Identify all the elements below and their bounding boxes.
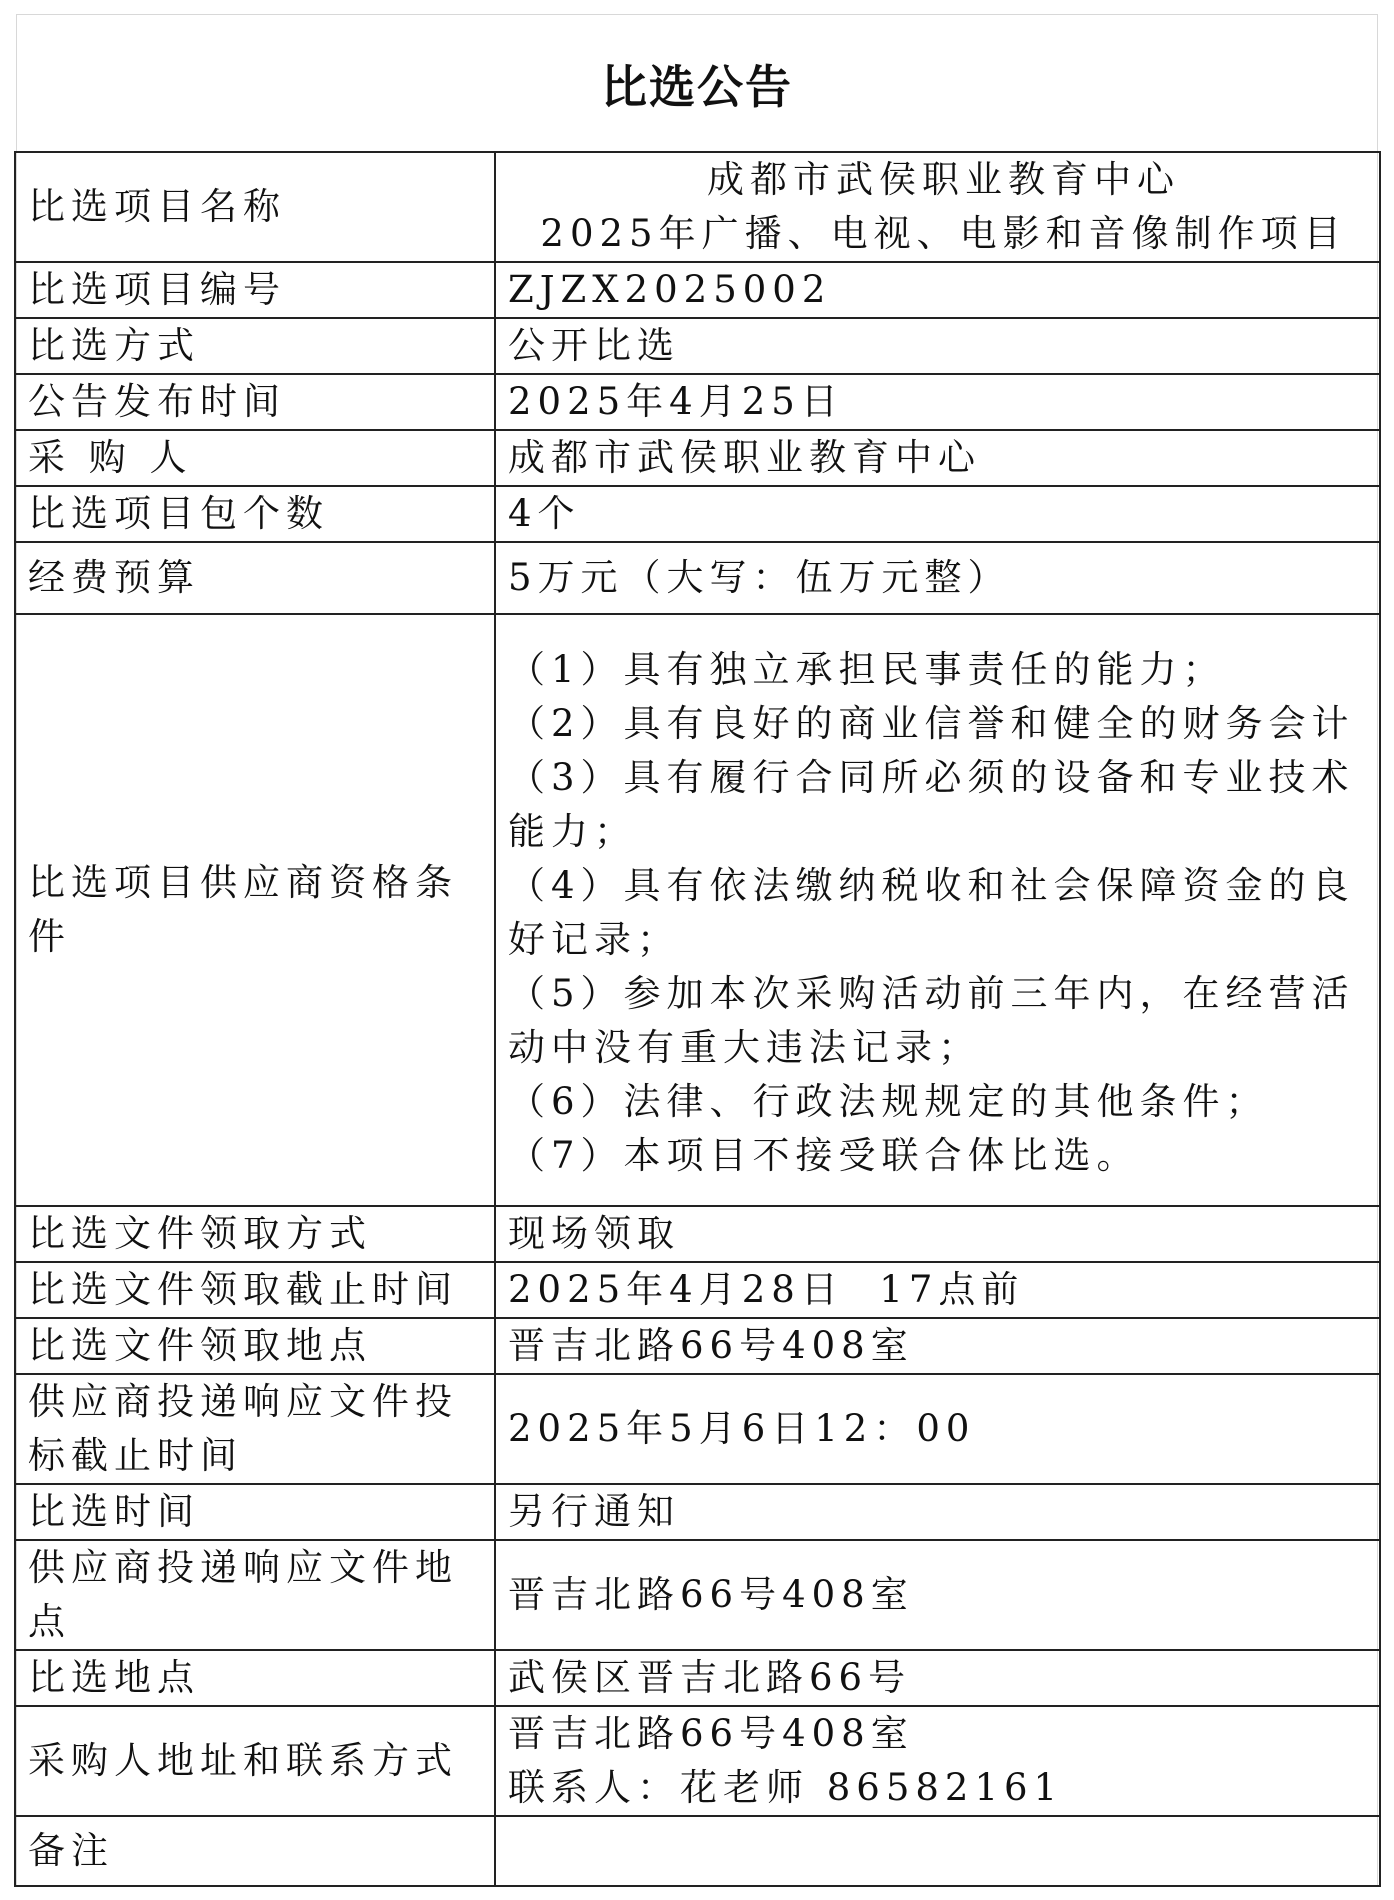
project-name-line-2: 2025年广播、电视、电影和音像制作项目 — [540, 212, 1347, 255]
row-value — [495, 1816, 1380, 1886]
row-label: 公告发布时间 — [15, 374, 495, 430]
row-qualifications — [15, 614, 1380, 1206]
qualification-item: （2）具有良好的商业信誉和健全的财务会计 — [508, 702, 1355, 745]
qualification-item: （6）法律、行政法规规定的其他条件； — [508, 1080, 1269, 1123]
contact-address: 晋吉北路66号408室 — [508, 1712, 914, 1755]
row-selection-location — [15, 1650, 1380, 1706]
row-remarks — [15, 1816, 1380, 1886]
row-value: 武侯区晋吉北路66号 — [495, 1650, 1380, 1706]
row-label: 采购人地址和联系方式 — [15, 1706, 495, 1816]
contact-person: 联系人：花老师 86582161 — [508, 1766, 1064, 1809]
row-value: 晋吉北路66号408室 — [495, 1540, 1380, 1650]
row-value — [495, 1706, 1380, 1816]
row-label: 备注 — [15, 1816, 495, 1886]
row-publish-time — [15, 374, 1380, 430]
row-label: 比选项目供应商资格条件 — [15, 614, 495, 1206]
row-package-count — [15, 486, 1380, 542]
row-value: 5万元（大写：伍万元整） — [495, 542, 1380, 614]
qualification-list — [508, 637, 1379, 1183]
qualification-item: （4）具有依法缴纳税收和社会保障资金的良好记录； — [508, 864, 1355, 961]
qualification-item: （3）具有履行合同所必须的设备和专业技术能力； — [508, 756, 1355, 853]
row-value — [495, 152, 1380, 262]
row-label: 比选项目包个数 — [15, 486, 495, 542]
row-label: 供应商投递响应文件地点 — [15, 1540, 495, 1650]
row-purchaser — [15, 430, 1380, 486]
row-value: 4个 — [495, 486, 1380, 542]
row-submit-deadline — [15, 1374, 1380, 1484]
row-doc-deadline — [15, 1262, 1380, 1318]
row-selection-time — [15, 1484, 1380, 1540]
row-value: ZJZX2025002 — [495, 262, 1380, 318]
row-doc-location — [15, 1318, 1380, 1374]
qualification-item: （5）参加本次采购活动前三年内，在经营活动中没有重大违法记录； — [508, 972, 1355, 1069]
qualification-item: （1）具有独立承担民事责任的能力； — [508, 648, 1226, 691]
row-value: 现场领取 — [495, 1206, 1380, 1262]
row-value: 公开比选 — [495, 318, 1380, 374]
row-label: 比选项目名称 — [15, 152, 495, 262]
notice-table — [14, 151, 1381, 1887]
qualification-item: （7）本项目不接受联合体比选。 — [508, 1134, 1140, 1177]
row-label: 采 购 人 — [15, 430, 495, 486]
row-label: 比选文件领取截止时间 — [15, 1262, 495, 1318]
project-name-line-1: 成都市武侯职业教育中心 — [707, 158, 1180, 201]
row-label: 比选项目编号 — [15, 262, 495, 318]
row-label: 比选文件领取地点 — [15, 1318, 495, 1374]
row-doc-method — [15, 1206, 1380, 1262]
row-contact — [15, 1706, 1380, 1816]
page-title: 比选公告 — [601, 60, 793, 114]
row-budget — [15, 542, 1380, 614]
row-value: 另行通知 — [495, 1484, 1380, 1540]
row-method — [15, 318, 1380, 374]
row-value: 2025年5月6日12：00 — [495, 1374, 1380, 1484]
row-value: 成都市武侯职业教育中心 — [495, 430, 1380, 486]
row-label: 比选文件领取方式 — [15, 1206, 495, 1262]
row-label: 比选方式 — [15, 318, 495, 374]
row-submit-location — [15, 1540, 1380, 1650]
row-label: 比选时间 — [15, 1484, 495, 1540]
row-value — [495, 614, 1380, 1206]
row-project-name — [15, 152, 1380, 262]
row-value: 2025年4月25日 — [495, 374, 1380, 430]
row-value: 2025年4月28日 17点前 — [495, 1262, 1380, 1318]
row-value: 晋吉北路66号408室 — [495, 1318, 1380, 1374]
row-label: 供应商投递响应文件投标截止时间 — [15, 1374, 495, 1484]
row-label: 比选地点 — [15, 1650, 495, 1706]
row-project-number — [15, 262, 1380, 318]
row-label: 经费预算 — [15, 542, 495, 614]
